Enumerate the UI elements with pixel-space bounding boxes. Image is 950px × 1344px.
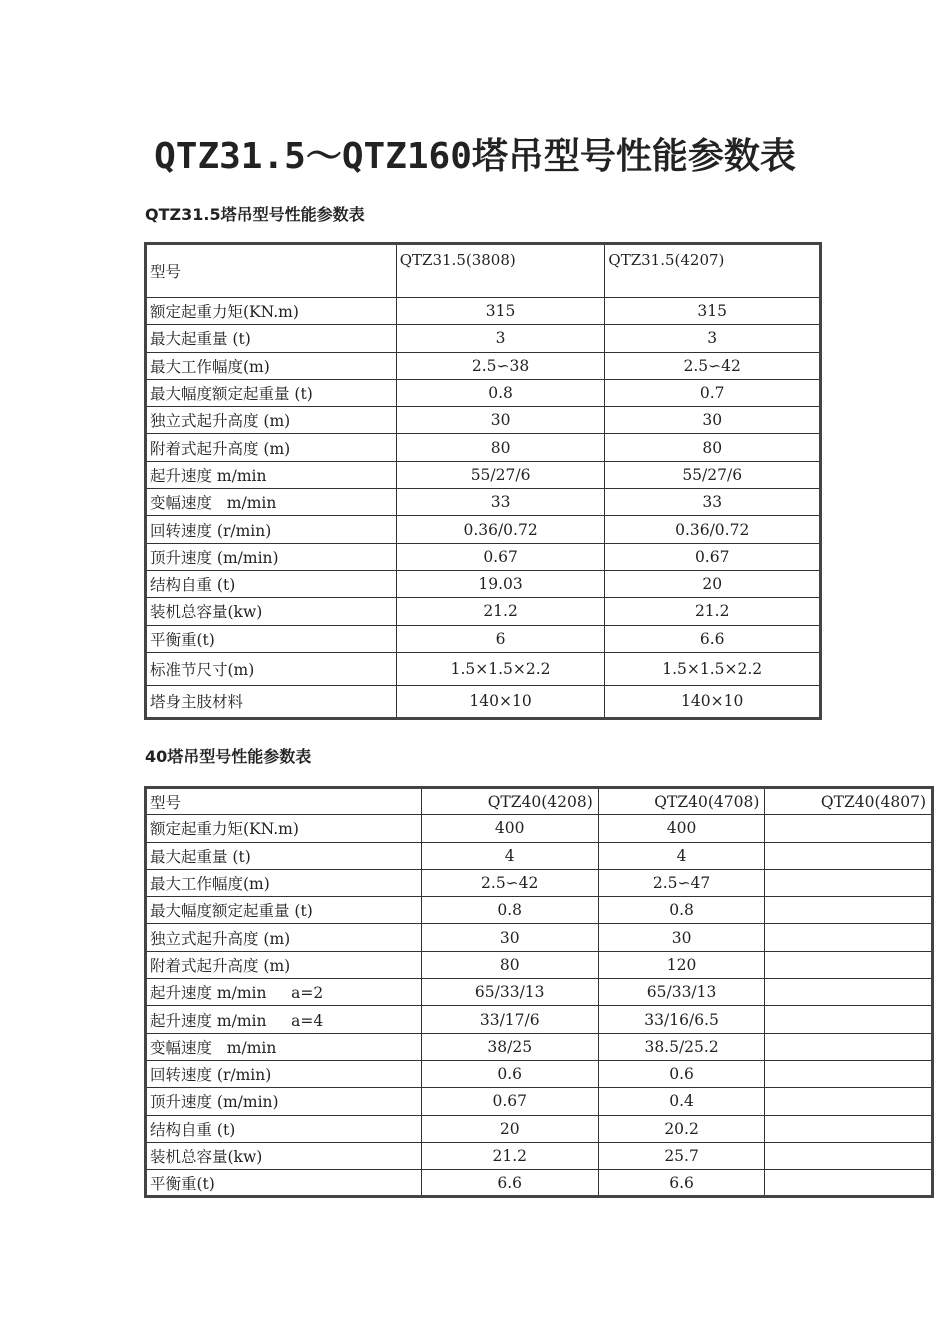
value-cell: 400 (598, 815, 765, 842)
table-row (146, 897, 933, 924)
value-cell: 2.5∽38 (396, 352, 605, 379)
value-cell: 6.6 (598, 1170, 765, 1197)
row-label-cell: 标准节尺寸(m) (146, 652, 397, 685)
table-row (146, 1142, 933, 1169)
table-row (146, 598, 821, 625)
value-cell (765, 1033, 933, 1060)
row-label-cell: 结构自重 (t) (146, 570, 397, 597)
table-row (146, 1060, 933, 1087)
table-header-row (146, 244, 821, 298)
value-cell: 0.67 (396, 543, 605, 570)
value-cell: 33/16/6.5 (598, 1006, 765, 1033)
value-cell: 2.5∽42 (605, 352, 821, 379)
value-cell: 30 (598, 924, 765, 951)
value-cell: 65/33/13 (598, 979, 765, 1006)
row-label-cell: 平衡重(t) (146, 625, 397, 652)
value-cell: 6 (396, 625, 605, 652)
table-row (146, 1033, 933, 1060)
table-row (146, 298, 821, 325)
table-row (146, 979, 933, 1006)
row-label-cell: 顶升速度 (m/min) (146, 1088, 422, 1115)
value-cell: 140×10 (396, 685, 605, 718)
row-label-cell: 最大幅度额定起重量 (t) (146, 897, 422, 924)
section1-title: QTZ31.5塔吊型号性能参数表 (145, 205, 365, 224)
header-cell: 型号 (146, 244, 397, 298)
value-cell: 33 (396, 489, 605, 516)
value-cell: 2.5∽42 (421, 869, 598, 896)
value-cell: 1.5×1.5×2.2 (396, 652, 605, 685)
value-cell: 55/27/6 (605, 461, 821, 488)
table-row (146, 379, 821, 406)
table-body (146, 815, 933, 1197)
row-label-cell: 独立式起升高度 (m) (146, 407, 397, 434)
value-cell: 315 (396, 298, 605, 325)
value-cell: 140×10 (605, 685, 821, 718)
table-row (146, 1115, 933, 1142)
row-label-cell: 起升速度 m/min a=2 (146, 979, 422, 1006)
table-row (146, 325, 821, 352)
value-cell: 21.2 (421, 1142, 598, 1169)
value-cell: 20 (421, 1115, 598, 1142)
row-label-cell: 顶升速度 (m/min) (146, 543, 397, 570)
value-cell: 1.5×1.5×2.2 (605, 652, 821, 685)
table-row (146, 951, 933, 978)
value-cell: 6.6 (605, 625, 821, 652)
value-cell: 38.5/25.2 (598, 1033, 765, 1060)
value-cell: 25.7 (598, 1142, 765, 1169)
value-cell (765, 1006, 933, 1033)
value-cell: 19.03 (396, 570, 605, 597)
table-row (146, 516, 821, 543)
value-cell (765, 979, 933, 1006)
value-cell (765, 1115, 933, 1142)
row-label-cell: 回转速度 (r/min) (146, 1060, 422, 1087)
row-label-cell: 平衡重(t) (146, 1170, 422, 1197)
table-row (146, 434, 821, 461)
value-cell: 80 (605, 434, 821, 461)
table-body (146, 298, 821, 719)
value-cell: 0.36/0.72 (396, 516, 605, 543)
row-label-cell: 起升速度 m/min (146, 461, 397, 488)
value-cell: 315 (605, 298, 821, 325)
value-cell: 120 (598, 951, 765, 978)
value-cell (765, 1142, 933, 1169)
value-cell: 80 (396, 434, 605, 461)
value-cell: 65/33/13 (421, 979, 598, 1006)
table-row (146, 543, 821, 570)
row-label-cell: 额定起重力矩(KN.m) (146, 298, 397, 325)
value-cell: 33/17/6 (421, 1006, 598, 1033)
document-title: QTZ31.5～QTZ160塔吊型号性能参数表 (154, 136, 796, 177)
value-cell: 30 (421, 924, 598, 951)
row-label-cell: 装机总容量(kw) (146, 1142, 422, 1169)
row-label-cell: 变幅速度 m/min (146, 489, 397, 516)
value-cell: 0.4 (598, 1088, 765, 1115)
row-label-cell: 起升速度 m/min a=4 (146, 1006, 422, 1033)
table-row (146, 842, 933, 869)
table-row (146, 489, 821, 516)
value-cell: 0.7 (605, 379, 821, 406)
table-row (146, 924, 933, 951)
row-label-cell: 额定起重力矩(KN.m) (146, 815, 422, 842)
table-row (146, 815, 933, 842)
value-cell (765, 1170, 933, 1197)
row-label-cell: 独立式起升高度 (m) (146, 924, 422, 951)
header-cell: QTZ40(4208) (421, 788, 598, 815)
value-cell: 30 (396, 407, 605, 434)
value-cell: 0.6 (598, 1060, 765, 1087)
row-label-cell: 变幅速度 m/min (146, 1033, 422, 1060)
value-cell: 4 (421, 842, 598, 869)
table-row (146, 625, 821, 652)
value-cell: 0.8 (598, 897, 765, 924)
value-cell (765, 1088, 933, 1115)
row-label-cell: 最大幅度额定起重量 (t) (146, 379, 397, 406)
value-cell: 20.2 (598, 1115, 765, 1142)
table-row (146, 352, 821, 379)
value-cell: 20 (605, 570, 821, 597)
row-label-cell: 最大起重量 (t) (146, 325, 397, 352)
value-cell: 4 (598, 842, 765, 869)
value-cell (765, 869, 933, 896)
value-cell: 30 (605, 407, 821, 434)
header-cell: QTZ40(4807) (765, 788, 933, 815)
table-row (146, 685, 821, 718)
table-row (146, 652, 821, 685)
value-cell: 0.6 (421, 1060, 598, 1087)
row-label-cell: 最大工作幅度(m) (146, 869, 422, 896)
row-label-cell: 回转速度 (r/min) (146, 516, 397, 543)
value-cell: 33 (605, 489, 821, 516)
row-label-cell: 附着式起升高度 (m) (146, 434, 397, 461)
value-cell: 38/25 (421, 1033, 598, 1060)
row-label-cell: 最大起重量 (t) (146, 842, 422, 869)
row-label-cell: 结构自重 (t) (146, 1115, 422, 1142)
header-cell: QTZ40(4708) (598, 788, 765, 815)
header-cell: QTZ31.5(3808) (396, 244, 605, 298)
row-label-cell: 装机总容量(kw) (146, 598, 397, 625)
value-cell (765, 897, 933, 924)
value-cell (765, 924, 933, 951)
spec-table-qtz31-5 (144, 242, 822, 720)
row-label-cell: 附着式起升高度 (m) (146, 951, 422, 978)
value-cell: 0.8 (396, 379, 605, 406)
value-cell (765, 815, 933, 842)
value-cell (765, 951, 933, 978)
table-row (146, 407, 821, 434)
value-cell (765, 1060, 933, 1087)
value-cell: 21.2 (396, 598, 605, 625)
value-cell: 0.8 (421, 897, 598, 924)
table-row (146, 570, 821, 597)
value-cell: 0.36/0.72 (605, 516, 821, 543)
value-cell: 0.67 (421, 1088, 598, 1115)
header-cell: QTZ31.5(4207) (605, 244, 821, 298)
value-cell: 3 (396, 325, 605, 352)
table-row (146, 1170, 933, 1197)
section2-title: 40塔吊型号性能参数表 (145, 747, 312, 766)
table-row (146, 869, 933, 896)
value-cell: 80 (421, 951, 598, 978)
row-label-cell: 塔身主肢材料 (146, 685, 397, 718)
table-row (146, 461, 821, 488)
header-cell: 型号 (146, 788, 422, 815)
value-cell: 55/27/6 (396, 461, 605, 488)
table-row (146, 1088, 933, 1115)
value-cell: 21.2 (605, 598, 821, 625)
value-cell: 2.5∽47 (598, 869, 765, 896)
value-cell (765, 842, 933, 869)
value-cell: 400 (421, 815, 598, 842)
value-cell: 6.6 (421, 1170, 598, 1197)
table-row (146, 1006, 933, 1033)
value-cell: 3 (605, 325, 821, 352)
spec-table-qtz40 (144, 786, 934, 1198)
row-label-cell: 最大工作幅度(m) (146, 352, 397, 379)
value-cell: 0.67 (605, 543, 821, 570)
table-header-row (146, 788, 933, 815)
